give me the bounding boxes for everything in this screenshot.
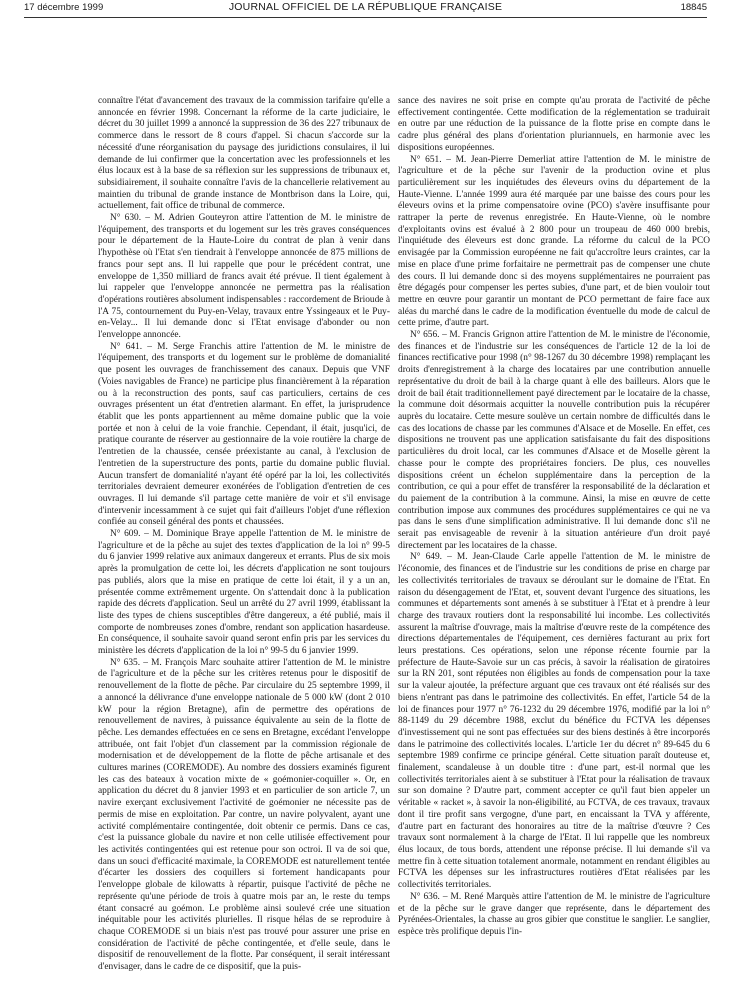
journal-title: JOURNAL OFFICIEL DE LA RÉPUBLIQUE FRANÇAISE [228, 1, 503, 13]
question-paragraph: N° 636. – M. René Marquès attire l'attention de M. le ministre de l'agriculture et de la pêche sur le grave danger que représente, dans le département des Pyrénées-Orientales, la chasse au gros gibier que constitue le sanglier. Le sanglier, espèce très prolifique depuis l'in- [398, 891, 710, 937]
left-column [98, 96, 390, 978]
page-header [0, 0, 731, 20]
question-paragraph: N° 609. – M. Dominique Braye appelle l'attention de M. le ministre de l'agriculture et de la pêche au sujet des textes d'application de la loi n° 99-5 du 6 janvier 1999 relative aux animaux dangereux et errants. Plus de six mois après la promulgation de cette loi, les décrets d'application ne sont toujours pas publiés, alors que la mise en pratique de cette loi était, il y a un an, présentée comme extrêmement urgente. On s'attendait donc à la publication rapide des décrets d'application. Seul un arrêté du 27 avril 1999, établissant la liste des types de chiens susceptibles d'être dangereux, a été publié, mais il comporte de nombreuses zones d'ombre, rendant son application hasardeuse. En conséquence, il souhaite savoir quand seront enfin pris par les services du ministère les décrets d'application de la loi n° 99-5 du 6 janvier 1999. [98, 529, 390, 657]
question-paragraph: connaître l'état d'avancement des travaux de la commission tarifaire qu'elle a annoncée en février 1998. Concernant la réforme de la carte judiciaire, le décret du 30 juillet 1999 a annoncé la suppression de 36 des 227 tribunaux de commerce dans le ressort de 8 cours d'appel. Si chacun s'accorde sur la nécessité d'une réorganisation du paysage des juridictions consulaires, il lui demande de lui confirmer que la concertation avec les professionnels et les élus locaux est à la base de sa réflexion sur les suppressions de tribunaux et, subsidiairement, il souhaite connaître l'avis de la chancellerie relativement au maintien du tribunal de grande instance de Montbrison dans la Loire, qui, actuellement, fait office de tribunal de commerce. [98, 96, 390, 212]
question-paragraph: N° 649. – M. Jean-Claude Carle appelle l'attention de M. le ministre de l'économie, des finances et de l'industrie sur les conditions de prise en charge par les collectivités territoriales de travaux se déroulant sur le domaine de l'Etat. En raison du désengagement de l'Etat, et, souvent devant l'urgence des situations, les communes et départements sont amenés à se substituer à l'Etat et à prendre à leur charge des travaux routiers dont la responsabilité lui incombe. Les collectivités assurent la maîtrise d'ouvrage, mais la maîtrise d'œuvre reste de la compétence des directions départementales de l'équipement, ces dernières facturant au prix fort leurs prestations. Ces opérations, selon une réponse récente fournie par la préfecture de Haute-Savoie sur un cas précis, à savoir la réalisation de giratoires sur la RN 201, sont réputées non éligibles au fonds de compensation pour la taxe sur la valeur ajoutée, la préfecture arguant que ces travaux ont été réalisés sur des biens n'entrant pas dans le patrimoine des collectivités. En effet, l'article 54 de la loi de finances pour 1977 n° 76-1232 du 29 décembre 1976, modifié par la loi n° 88-1149 du 29 décembre 1988, exclut du bénéfice du FCTVA les dépenses d'investissement qui ne sont pas effectuées sur des biens destinés à être incorporés dans le patrimoine des collectivités locales. L'article 1er du décret n° 89-645 du 6 septembre 1989 confirme ce principe général. Cette situation paraît douteuse et, finalement, scandaleuse à un double titre : d'une part, est-il normal que les collectivités territoriales aient à se substituer à l'Etat pour la réalisation de travaux sur son domaine ? D'autre part, comment accepter ce qu'il faut bien appeler un véritable « racket », à savoir la non-éligibilité, au FCTVA, de ces travaux, travaux dont il tire profit sans vergogne, d'une part, en encaissant la TVA y afférente, d'autre part en facturant des honoraires au titre de la maîtrise d'œuvre ? Ces travaux sont normalement à la charge de l'Etat. Il lui rappelle que les nombreux élus locaux, de tous bords, attendent une réponse précise. Il lui demande s'il va mettre fin à cette situation totalement anormale, notamment en rendant éligibles au FCTVA les dépenses sur les infrastructures routières d'Etat réalisées par les collectivités territoriales. [398, 552, 710, 891]
question-paragraph: N° 651. – M. Jean-Pierre Demerliat attire l'attention de M. le ministre de l'agriculture et de la pêche sur l'avenir de la production ovine et plus particulièrement sur les inquiétudes des éleveurs ovins du département de la Haute-Vienne. L'année 1999 aura été marquée par une baisse des cours pour les éleveurs ovins et la prime compensatoire ovine (PCO) s'avère insuffisante pour rattraper la perte de revenus enregistrée. En Haute-Vienne, où le nombre d'exploitants ovins est évalué à 2 800 pour un troupeau de 460 000 brebis, l'inquiétude des éleveurs est donc grande. La réforme du calcul de la PCO envisagée par la Commission européenne ne fait qu'accroître leurs craintes, car la mise en place d'une prime forfaitaire ne permettrait pas de compenser une chute des cours. Il lui demande donc si des moyens supplémentaires ne pourraient pas être dégagés pour compenser les pertes subies, d'une part, et de bien vouloir tout mettre en œuvre pour garantir un montant de PCO permettant de faire face aux aléas du marché dans le cadre de la modification éventuelle du mode de calcul de cette prime, d'autre part. [398, 154, 710, 329]
header-rule [24, 17, 707, 18]
question-paragraph: N° 641. – M. Serge Franchis attire l'attention de M. le ministre de l'équipement, des transports et du logement sur le problème de domanialité que posent les ouvrages de franchissement des canaux. Depuis que VNF (Voies navigables de France) ne participe plus financièrement à la réparation ou à la reconstruction des ponts, sauf cas particuliers, certains de ces ouvrages présentent un état d'entretien alarmant. En effet, la jurisprudence établit que les ponts appartiennent au même domaine public que la voie portée et non à celui de la voie franchie. Cependant, il était, jusqu'ici, de pratique courante de réserver au gestionnaire de la voie routière la charge de l'entretien de la chaussée, censée préexistante au canal, à l'exclusion de l'entretien de la superstructure des ponts, partie du domaine public fluvial. Aucun transfert de domanialité n'ayant été opéré par la loi, les collectivités territoriales devraient demeurer exonérées de l'obligation d'entretien de ces ouvrages. Il lui demande s'il partage cette manière de voir et s'il envisage d'intervenir incessamment à ce sujet qui fait d'ailleurs l'objet d'une réflexion confiée au conseil général des ponts et chaussées. [98, 341, 390, 528]
header-date: 17 décembre 1999 [24, 2, 104, 13]
right-column [398, 96, 710, 978]
question-paragraph: N° 656. – M. Francis Grignon attire l'attention de M. le ministre de l'économie, des finances et de l'industrie sur les conséquences de l'article 12 de la loi de finances rectificative pour 1998 (n° 98-1267 du 30 décembre 1998) remplaçant les droits d'enregistrement à la charge des locataires par une contribution annuelle représentative du droit de bail à la charge quant à elle des bailleurs. Alors que le droit de bail était traditionnellement payé directement par le locataire de la chasse, la commune doit désormais acquitter la nouvelle contribution puis la récupérer auprès du locataire. Cette mesure soulève un certain nombre de difficultés dans le cas des locations de chasse par les communes d'Alsace et de Moselle. En effet, ces dispositions ne trouvent pas une application satisfaisante du fait des dispositions particulières du droit local, car les communes d'Alsace et de Moselle gèrent la chasse pour le compte des propriétaires fonciers. De plus, ces nouvelles dispositions créent un échelon supplémentaire dans la perception de la contribution, ce qui a pour effet de transférer la responsabilité de la déclaration et du paiement de la contribution à la commune. Ainsi, la mise en œuvre de cette contribution impose aux communes des procédures supplémentaires ce qui ne va pas dans le sens d'une simplification administrative. Il lui demande donc s'il ne serait pas envisageable de revenir à la situation antérieure d'un droit payé directement par les locataires de la chasse. [398, 330, 710, 551]
question-paragraph: sance des navires ne soit prise en compte qu'au prorata de l'activité de pêche effectivement contingentée. Cette modification de la réglementation se traduirait en outre par une réduction de la puissance de la flotte prise en compte dans le cadre plus général des plans d'orientation pluriannuels, en harmonie avec les dispositions européennes. [398, 96, 710, 153]
question-paragraph: N° 630. – M. Adrien Gouteyron attire l'attention de M. le ministre de l'équipement, des transports et du logement sur les très graves conséquences pour le département de la Haute-Loire du contrat de plan à venir dans l'hypothèse où l'Etat s'en tiendrait à l'enveloppe annoncée de 875 millions de francs pour sept ans. Il lui rappelle que pour le précédent contrat, une enveloppe de 1,350 milliard de francs avait été prévue. Il tient également à lui rappeler que l'enveloppe annoncée ne permettra pas la réalisation d'opérations routières absolument indispensables : raccordement de Brioude à l'A 75, contournement du Puy-en-Velay, travaux entre Yssingeaux et le Puy-en-Velay... Il lui demande donc si l'Etat envisage d'abonder ou non l'enveloppe annoncée. [98, 213, 390, 341]
page-number: 18845 [680, 2, 707, 13]
question-paragraph: N° 635. – M. François Marc souhaite attirer l'attention de M. le ministre de l'agriculture et de la pêche sur les critères retenus pour le dispositif de renouvellement de la flotte de pêche. Par circulaire du 25 septembre 1999, il a annoncé la délivrance d'une enveloppe nationale de 5 000 kW (dont 2 010 kW pour la région Bretagne), afin de permettre des opérations de renouvellement de navires, à puissance équivalente au sein de la flotte de pêche. Les demandes effectuées en ce sens en Bretagne, excédant l'enveloppe attribuée, ont fait l'objet d'un classement par la commission régionale de modernisation et de développement de la flotte de pêche artisanale et des cultures marines (COREMODE). Au nombre des dossiers examinés figurent les cas des bateaux à vocation mixte de « goémonier-coquiller ». Or, en application du décret du 8 janvier 1993 et en particulier de son article 7, un navire exerçant exclusivement l'activité de goémonier ne nécessite pas de permis de mise en exploitation. Par contre, un navire polyvalent, ayant une activité complémentaire contingentée, doit obtenir ce permis. Dans ce cas, c'est la puissance globale du navire et non celle utilisée effectivement pour les activités contingentées qui est retenue pour son octroi. Il va de soi que, dans un souci d'efficacité maximale, la COREMODE est naturellement tentée d'écarter les dossiers des coquillers si fortement handicapants pour l'enveloppe globale de kilowatts à répartir, puisque l'activité de pêche ne représente qu'une période de trois à quatre mois par an, le reste du temps étant consacré au goémon. Le problème ainsi soulevé crée une situation inéquitable pour les activités plurielles. Il risque hélas de se reproduire à chaque COREMODE si un biais n'est pas trouvé pour assurer une prise en considération de l'activité de pêche contingentée, et d'elle seule, dans le dispositif de renouvellement de la flotte. Par conséquent, il serait intéressant d'envisager, dans le cadre de ce dispositif, que la puis- [98, 657, 390, 973]
